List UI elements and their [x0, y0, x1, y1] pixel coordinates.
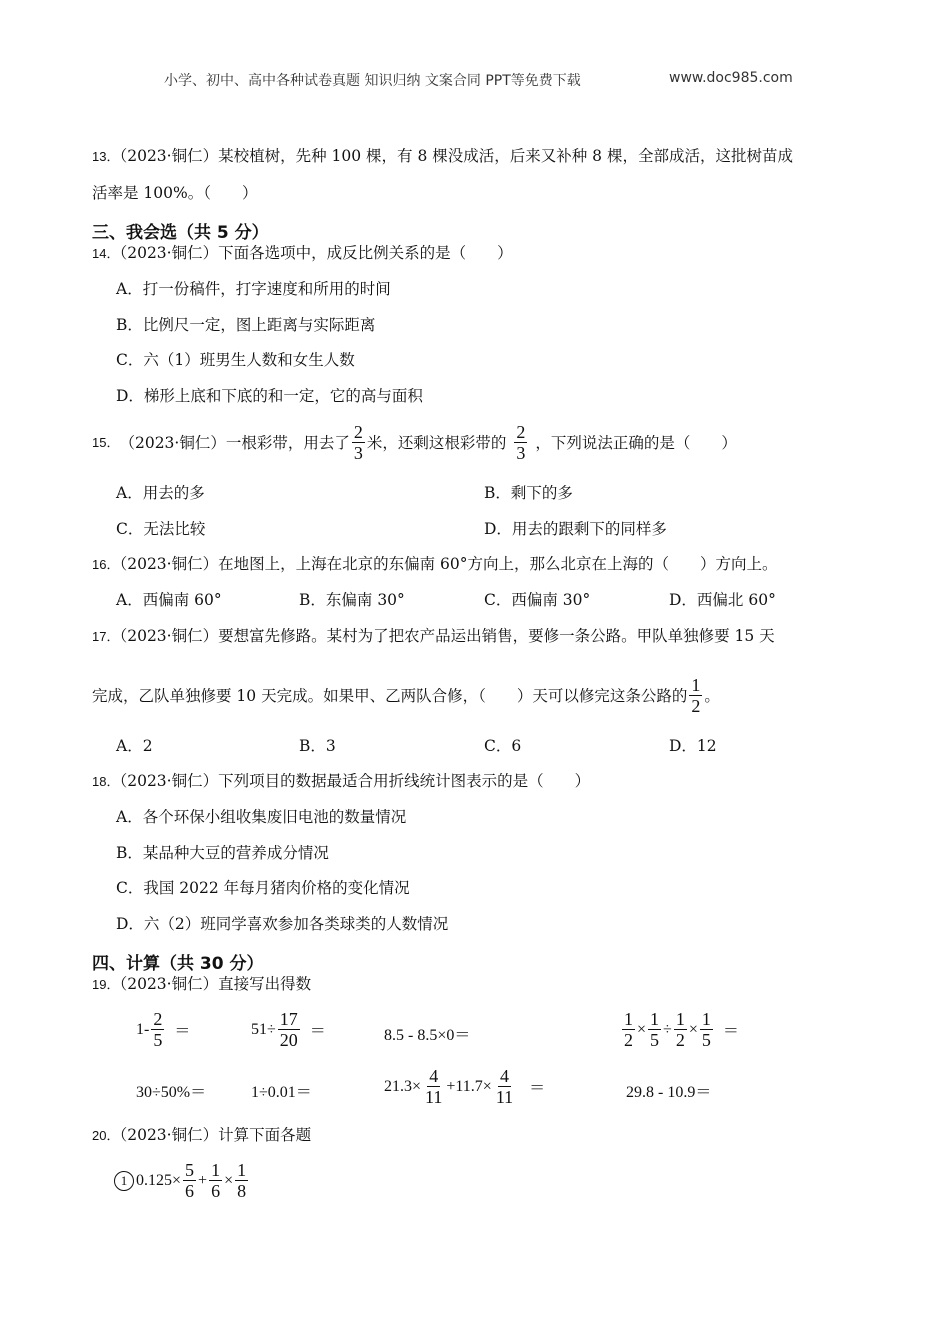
divide-sign: ÷: [663, 1020, 672, 1038]
fraction: [423, 1066, 444, 1107]
numerator: 4: [429, 1066, 439, 1086]
numerator: 2: [353, 422, 363, 442]
q17-option-c: C．6: [484, 737, 522, 755]
question-text: （2023·铜仁）某校植树，先种 100 棵，有 8 棵没成活，后来又补种 8 棵，全部成活，这批树苗成: [119, 147, 793, 165]
q15-option-d: D．用去的跟剩下的同样多: [484, 520, 667, 538]
q16-option-d: D．西偏北 60°: [669, 591, 776, 609]
q14-option-d: D．梯形上底和下底的和一定，它的高与面积: [116, 387, 423, 405]
question-number: 18．: [92, 774, 120, 789]
times-sign: ×: [224, 1171, 234, 1189]
numerator: 1: [701, 1009, 711, 1029]
denominator: 5: [701, 1030, 711, 1050]
calc-expression-4: [620, 1009, 739, 1050]
numerator: 1: [675, 1009, 685, 1029]
fraction: [514, 422, 527, 463]
circled-number: 1: [114, 1171, 134, 1191]
question-19-stem: [92, 974, 311, 995]
q14-option-b: B．比例尺一定，图上距离与实际距离: [116, 316, 376, 334]
question-17-line2: [92, 675, 720, 716]
denominator: 6: [185, 1181, 195, 1201]
question-number: 19．: [92, 977, 120, 992]
expr-text: 51÷: [251, 1020, 276, 1038]
question-number: 15．: [92, 434, 120, 450]
q16-option-a: A．西偏南 60°: [116, 591, 222, 609]
question-number: 20．: [92, 1128, 120, 1143]
question-17-line1: [92, 626, 775, 647]
numerator: 5: [185, 1160, 195, 1180]
denominator: 3: [516, 443, 526, 463]
fraction: [622, 1009, 635, 1050]
expr-text: 0.125×: [136, 1171, 182, 1189]
q15-option-c: C．无法比较: [116, 520, 206, 538]
question-20-stem: [92, 1125, 311, 1146]
denominator: 5: [153, 1030, 163, 1050]
q18-option-a: A．各个环保小组收集废旧电池的数量情况: [116, 808, 407, 826]
numerator: 1: [211, 1160, 221, 1180]
question-text: （2023·铜仁）一根彩带，用去了: [119, 433, 350, 452]
question-text: （2023·铜仁）直接写出得数: [119, 975, 312, 993]
expr-text: +11.7×: [446, 1077, 492, 1095]
fraction: [352, 422, 365, 463]
numerator: 2: [153, 1009, 163, 1029]
section-title-4: 四、计算（共 30 分）: [92, 954, 264, 974]
numerator: 1: [650, 1009, 660, 1029]
fraction: [151, 1009, 164, 1050]
question-text: （2023·铜仁）要想富先修路。某村为了把农产品运出销售，要修一条公路。甲队单独修要 15 天: [119, 627, 775, 645]
q17-option-b: B．3: [299, 737, 336, 755]
numerator: 4: [500, 1066, 509, 1086]
question-text: 完成，乙队单独修要 10 天完成。如果甲、乙两队合修，（ ）天可以修完这条公路的: [92, 686, 688, 705]
equals-sign: ＝: [309, 1023, 326, 1040]
q16-option-b: B．东偏南 30°: [299, 591, 405, 609]
q15-option-b: B．剩下的多: [484, 484, 573, 502]
question-text: （2023·铜仁）下面各选项中，成反比例关系的是（ ）: [119, 244, 513, 262]
denominator: 2: [624, 1030, 633, 1050]
fraction: [700, 1009, 713, 1050]
denominator: 11: [425, 1087, 443, 1107]
numerator: 17: [279, 1009, 298, 1029]
page-header-url[interactable]: www.doc985.com: [669, 70, 793, 86]
calc-problem-1: [114, 1160, 250, 1201]
q14-option-c: C．六（1）班男生人数和女生人数: [116, 351, 355, 369]
equals-sign: ＝: [529, 1080, 546, 1097]
equals-sign: ＝: [722, 1023, 739, 1040]
calc-expression-7: [384, 1066, 545, 1107]
denominator: 6: [211, 1181, 221, 1201]
numerator: 1: [691, 675, 701, 695]
question-text: 米，还剩这根彩带的: [366, 433, 507, 452]
calc-expression-6: 1÷0.01＝: [251, 1084, 312, 1101]
plus-sign: +: [198, 1171, 208, 1189]
q18-option-c: C．我国 2022 年每月猪肉价格的变化情况: [116, 879, 410, 897]
page-header-text: 小学、初中、高中各种试卷真题 知识归纳 文案合同 PPT等免费下载: [164, 73, 581, 89]
question-18-stem: [92, 771, 590, 792]
times-sign: ×: [637, 1020, 647, 1038]
denominator: 11: [495, 1087, 514, 1107]
calc-expression-5: 30÷50%＝: [136, 1084, 207, 1101]
question-text: 。: [704, 686, 720, 705]
numerator: 1: [624, 1009, 633, 1029]
fraction: [689, 675, 702, 716]
q15-option-a: A．用去的多: [116, 484, 205, 502]
calc-expression-8: 29.8 - 10.9＝: [626, 1084, 712, 1101]
numerator: 2: [516, 422, 526, 442]
expr-text: 1-: [136, 1020, 150, 1038]
fraction: [674, 1009, 687, 1050]
calc-expression-2: [251, 1009, 326, 1050]
question-number: 16．: [92, 557, 120, 572]
denominator: 3: [353, 443, 363, 463]
calc-expression-3: 8.5 - 8.5×0＝: [384, 1027, 471, 1044]
question-text: ，下列说法正确的是（ ）: [535, 433, 737, 452]
q16-option-c: C．西偏南 30°: [484, 591, 591, 609]
q17-option-d: D．12: [669, 737, 717, 755]
q18-option-d: D．六（2）班同学喜欢参加各类球类的人数情况: [116, 915, 449, 933]
q17-option-a: A．2: [116, 737, 153, 755]
q14-option-a: A．打一份稿件，打字速度和所用的时间: [116, 280, 391, 298]
denominator: 8: [237, 1181, 247, 1201]
question-number: 17．: [92, 629, 120, 644]
question-text: （2023·铜仁）下列项目的数据最适合用折线统计图表示的是（ ）: [119, 772, 591, 790]
fraction: [648, 1009, 661, 1050]
question-number: 13．: [92, 149, 120, 164]
question-text: （2023·铜仁）在地图上，上海在北京的东偏南 60°方向上，那么北京在上海的（ ）方向上。: [119, 555, 778, 573]
question-13-line2: 活率是 100%。（ ）: [92, 184, 258, 202]
section-title-3: 三、我会选（共 5 分）: [92, 223, 269, 243]
calc-expression-1: [136, 1009, 190, 1050]
q18-option-b: B．某品种大豆的营养成分情况: [116, 844, 329, 862]
question-13-line1: [92, 146, 793, 167]
denominator: 2: [691, 696, 701, 716]
fraction: [209, 1160, 222, 1201]
question-14-stem: [92, 243, 513, 264]
denominator: 20: [279, 1030, 298, 1050]
question-text: （2023·铜仁）计算下面各题: [119, 1126, 312, 1144]
times-sign: ×: [688, 1020, 698, 1038]
denominator: 2: [675, 1030, 685, 1050]
fraction: [183, 1160, 196, 1201]
denominator: 5: [650, 1030, 660, 1050]
question-number: 14．: [92, 246, 120, 261]
fraction: [235, 1160, 248, 1201]
fraction: [278, 1009, 300, 1050]
question-16-stem: [92, 554, 778, 575]
fraction: [494, 1066, 515, 1107]
equals-sign: ＝: [174, 1023, 191, 1040]
question-15-stem: [92, 422, 737, 463]
numerator: 1: [237, 1160, 247, 1180]
expr-text: 21.3×: [384, 1077, 422, 1095]
